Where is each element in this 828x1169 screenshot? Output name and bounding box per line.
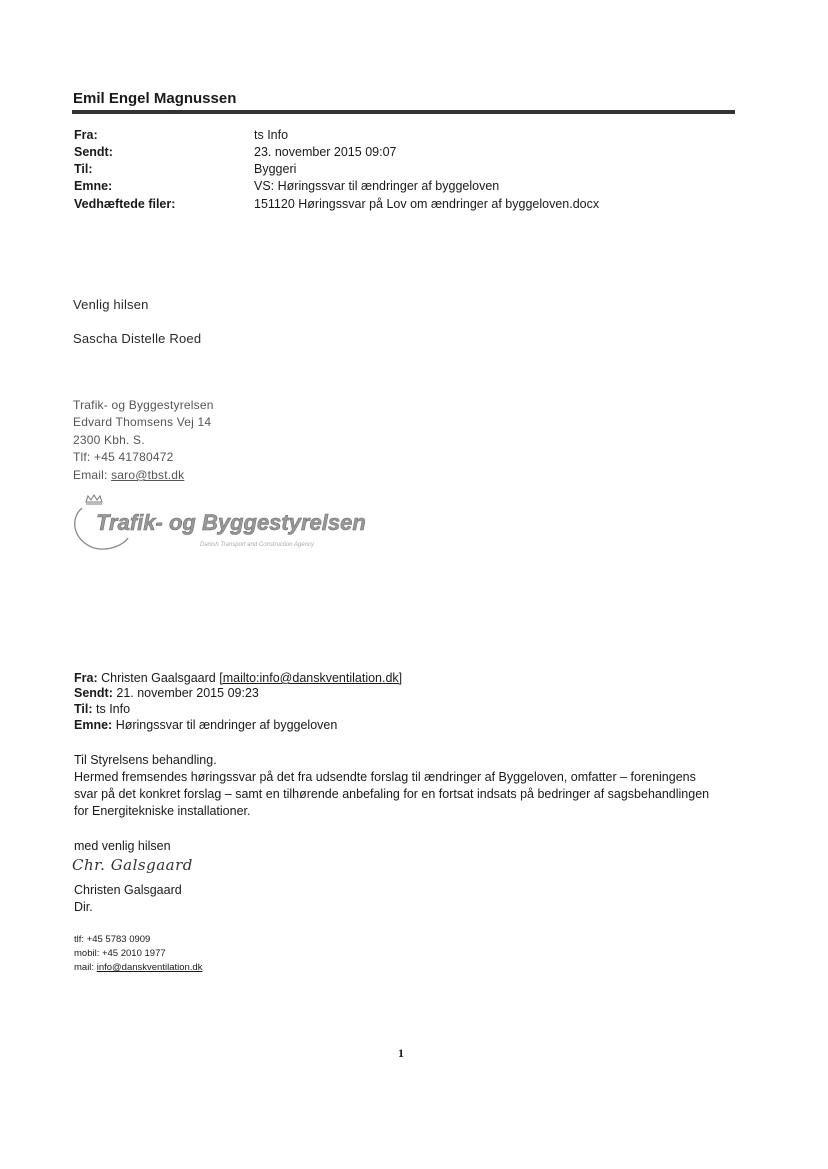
message-line-1: Til Styrelsens behandling. bbox=[74, 753, 217, 767]
sender-name: Christen Galsgaard bbox=[74, 883, 182, 897]
to-value: Byggeri bbox=[254, 162, 297, 176]
fwd-from-label: Fra: bbox=[74, 671, 98, 685]
email-label: Email: bbox=[73, 468, 112, 482]
sender-mail-link[interactable]: info@danskventilation.dk bbox=[96, 962, 203, 973]
fwd-subject-label: Emne: bbox=[74, 718, 113, 732]
fwd-to-label: Til: bbox=[74, 702, 93, 716]
sender-mail-line bbox=[74, 962, 202, 973]
message-closing: med venlig hilsen bbox=[74, 839, 171, 853]
to-label: Til: bbox=[74, 162, 93, 176]
message-line-4: for Energitekniske installationer. bbox=[74, 804, 251, 818]
attachments-value: 151120 Høringssvar på Lov om ændringer af byggeloven.docx bbox=[254, 197, 600, 211]
subject-label: Emne: bbox=[74, 179, 113, 193]
fwd-subject-line bbox=[74, 718, 337, 732]
from-value: ts Info bbox=[254, 128, 289, 142]
signature-phone: Tlf: +45 41780472 bbox=[73, 450, 174, 464]
fwd-to-value: ts Info bbox=[96, 702, 131, 716]
subject-value: VS: Høringssvar til ændringer af byggeloven bbox=[254, 179, 500, 193]
signature-name: Sascha Distelle Roed bbox=[73, 331, 202, 346]
sender-title: Dir. bbox=[74, 900, 93, 914]
signature-email-line bbox=[73, 468, 184, 482]
sent-value: 23. november 2015 09:07 bbox=[254, 145, 397, 159]
fwd-sent-label: Sendt: bbox=[74, 686, 113, 700]
attachments-label: Vedhæftede filer: bbox=[74, 197, 176, 211]
agency-logo bbox=[70, 492, 380, 556]
signature-street: Edvard Thomsens Vej 14 bbox=[73, 415, 212, 429]
document-owner: Emil Engel Magnussen bbox=[73, 90, 237, 107]
fwd-from-link[interactable]: [mailto:info@danskventilation.dk] bbox=[219, 671, 403, 685]
signature-org: Trafik- og Byggestyrelsen bbox=[73, 398, 214, 412]
sent-label: Sendt: bbox=[74, 145, 113, 159]
signature-email-link[interactable]: saro@tbst.dk bbox=[111, 468, 185, 482]
logo-tagline: Danish Transport and Construction Agency bbox=[200, 542, 315, 548]
header-rule bbox=[72, 110, 735, 114]
fwd-sent-value: 21. november 2015 09:23 bbox=[116, 686, 259, 700]
signature-city: 2300 Kbh. S. bbox=[73, 433, 145, 447]
handwritten-signature: Chr. Galsgaard bbox=[72, 856, 193, 874]
signature-greeting: Venlig hilsen bbox=[73, 297, 149, 312]
crown-icon bbox=[86, 495, 102, 504]
fwd-sent-line bbox=[74, 686, 259, 700]
sender-tlf: tlf: +45 5783 0909 bbox=[74, 934, 151, 945]
fwd-subject-value: Høringssvar til ændringer af byggeloven bbox=[115, 718, 338, 732]
from-label: Fra: bbox=[74, 128, 98, 142]
fwd-from-line bbox=[74, 671, 402, 685]
logo-text: Trafik- og Byggestyrelsen bbox=[96, 510, 366, 535]
sender-mobil: mobil: +45 2010 1977 bbox=[74, 948, 166, 959]
page-number: 1 bbox=[398, 1046, 404, 1060]
fwd-to-line bbox=[74, 702, 130, 716]
fwd-from-value: Christen Gaalsgaard bbox=[101, 671, 220, 685]
message-line-3: svar på det konkret forslag – samt en tilhørende anbefaling for en fortsat indsats på bedringer af sagsbehandlingen bbox=[74, 787, 710, 801]
message-line-2: Hermed fremsendes høringssvar på det fra udsendte forslag til ændringer af Byggeloven, omfatter – foreningens bbox=[74, 770, 696, 784]
mail-label: mail: bbox=[74, 962, 97, 973]
